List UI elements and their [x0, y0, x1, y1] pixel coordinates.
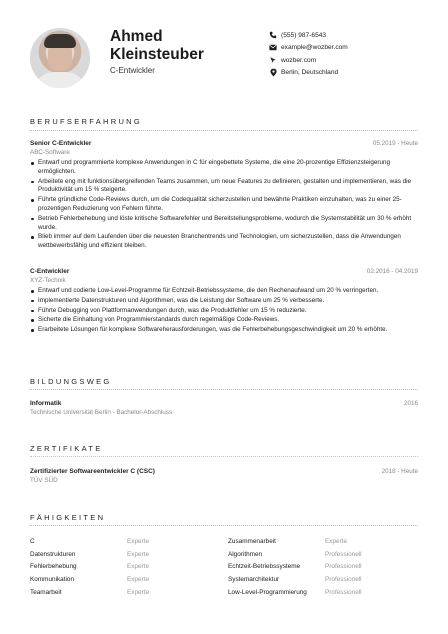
list-item: Führte gründliche Code-Reviews durch, um die Codequalität sicherzustellen und bewährte Praktiken einzuhalten, was zu einer 25-prozentigen Reduzierung von Fehlern führte.: [30, 196, 422, 214]
job-company: ABC-Software: [30, 149, 70, 156]
certificate-name: Zertifizierter Softwareentwickler C (CSC): [30, 468, 155, 475]
skill-level: Experte: [127, 563, 150, 571]
job-dates: 02.2016 - 04.2019: [366, 268, 418, 275]
certificate-dates: 2018 - Heute: [381, 468, 418, 475]
skill-level: Professionell: [325, 563, 362, 571]
skill-level: Professionell: [325, 550, 362, 558]
candidate-name: Ahmed Kleinsteuber: [110, 28, 204, 63]
avatar: [30, 28, 90, 88]
contact-location: [268, 67, 348, 80]
section-divider: [30, 456, 418, 457]
email-icon: [268, 43, 278, 53]
list-item: Führte Debugging von Plattformanwendungen durch, was die Produktfehler um 15 % reduzierte.: [30, 307, 422, 316]
contact-email-text: example@wozber.com: [281, 44, 348, 52]
education-year: 2016: [403, 400, 418, 407]
skill-name: Systemarchitektur: [228, 576, 280, 584]
skill-name: Low-Level-Programmierung: [228, 588, 307, 596]
skill-name: Datenstrukturen: [30, 550, 76, 558]
skill-level: Professionell: [325, 588, 362, 596]
location-icon: [268, 68, 278, 78]
section-divider: [30, 525, 418, 526]
skills-grid: [30, 536, 420, 599]
skill-name: Algorithmen: [228, 550, 263, 558]
contact-phone-text: (555) 987-6543: [281, 31, 327, 39]
section-title-experience: BERUFSERFAHRUNG: [30, 117, 143, 126]
contact-phone: [268, 29, 348, 42]
job-title: C-Entwickler: [110, 66, 155, 75]
skill-level: Experte: [127, 588, 150, 596]
education-school: Technische Universität Berlin - Bachelor-Abschluss: [30, 409, 173, 416]
list-item: Entwarf und codierte Low-Level-Programme für Echtzeit-Betriebssysteme, die den Rechenaufwand um 20 % verringerten.: [30, 287, 422, 296]
list-item: Betrieb Fehlerbehebung und löste kritische Softwarefehler und Bereitstellungsprobleme, wodurch die Systemstabilität um 30 % erhöht wurde.: [30, 215, 422, 233]
skill-name: Zusammenarbeit: [228, 538, 276, 545]
contact-email[interactable]: [268, 42, 348, 55]
list-item: Entwarf und programmierte komplexe Anwendungen in C für eingebettete Systeme, die eine 20-prozentige Effizienzsteigerung ermöglichten.: [30, 159, 422, 177]
link-icon: [268, 55, 278, 65]
skill-level: Experte: [325, 538, 348, 545]
job-role: C-Entwickler: [30, 268, 70, 275]
section-title-certificates: ZERTIFIKATE: [30, 444, 103, 453]
skill-name: Teamarbeit: [30, 588, 62, 596]
skill-level: Experte: [127, 576, 150, 584]
contact-website[interactable]: [268, 54, 348, 67]
phone-icon: [268, 30, 278, 40]
certificate-issuer: TÜV SÜD: [30, 477, 58, 484]
skill-level: Experte: [127, 538, 150, 545]
contact-location-text: Berlin, Deutschland: [281, 69, 339, 77]
education-degree: Informatik: [30, 400, 62, 407]
list-item: Sicherte die Einhaltung von Programmierstandards durch regelmäßige Code-Reviews.: [30, 316, 422, 325]
contact-website-text: wozber.com: [281, 56, 317, 64]
list-item: Arbeitete eng mit funktionsübergreifenden Teams zusammen, um neue Features zu definieren, gestalten und implementieren, was die Produktivität um 15 % steigerte.: [30, 178, 422, 196]
skill-name: Fehlerbehebung: [30, 563, 77, 571]
job-role: Senior C-Entwickler: [30, 140, 92, 147]
skill-level: Experte: [127, 550, 150, 558]
contact-list: [268, 29, 348, 79]
section-divider: [30, 389, 418, 390]
job-bullets: [30, 159, 422, 252]
list-item: Blieb immer auf dem Laufenden über die neuesten Branchentrends und Technologien, um sicherzustellen, dass die Anwendungen wettbewerbsfähig und effizient bleiben.: [30, 233, 422, 251]
list-item: Implementierte Datenstrukturen und Algorithmen, was die Leistung der Software um 25 % verbesserte.: [30, 297, 422, 306]
section-divider: [30, 130, 418, 131]
list-item: Erarbeitete Lösungen für komplexe Softwareherausforderungen, was die Fehlerbehebungsgeschwindigkeit um 20 % erhöhte.: [30, 326, 422, 335]
skill-name: Echtzeit-Betriebssysteme: [228, 563, 301, 571]
skill-name: Kommunikation: [30, 576, 75, 584]
skill-level: Professionell: [325, 576, 362, 584]
skill-name: C: [30, 538, 35, 545]
section-title-education: BILDUNGSWEG: [30, 377, 112, 386]
job-bullets: [30, 287, 422, 336]
section-title-skills: FÄHIGKEITEN: [30, 513, 106, 522]
job-company: XYZ-Technik: [30, 277, 66, 284]
job-dates: 05.2019 - Heute: [372, 140, 418, 147]
